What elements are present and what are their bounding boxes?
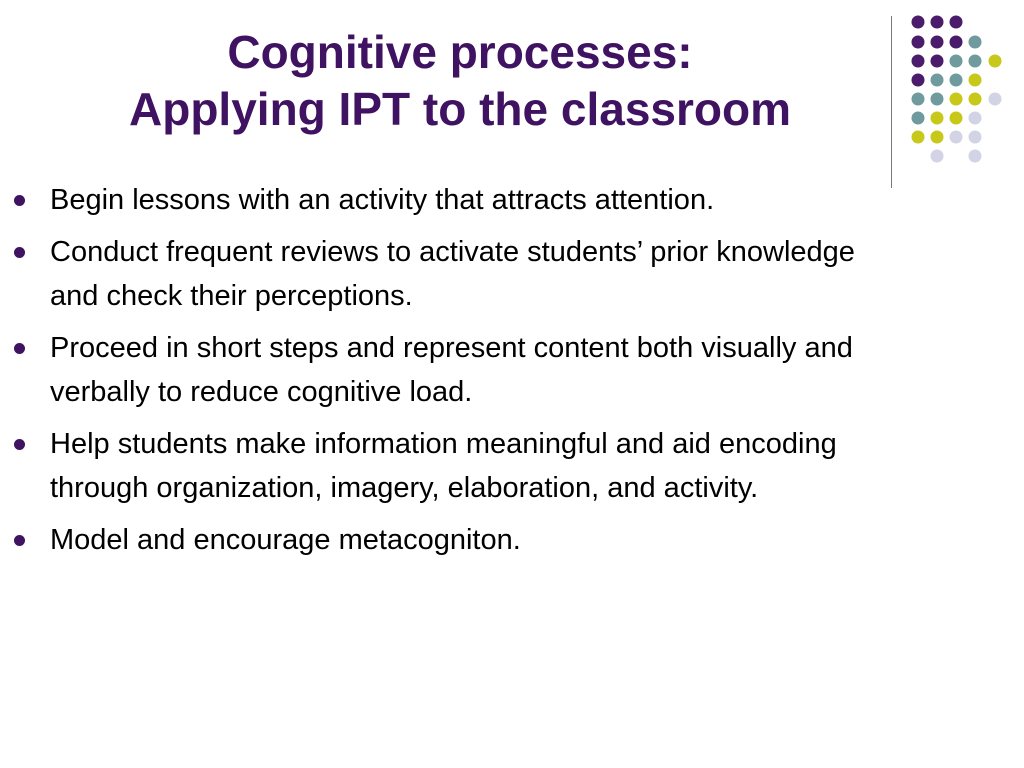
bullet-text: Model and encourage metacogniton. <box>50 524 521 556</box>
decor-dot <box>912 16 925 29</box>
bullet-text: Conduct frequent reviews to activate students’ prior knowledge and check their perceptions. <box>50 236 855 312</box>
decor-dot <box>950 55 963 68</box>
decor-dot <box>969 93 982 106</box>
bullet-item <box>12 326 902 414</box>
decor-dot <box>989 55 1002 68</box>
decor-dot <box>931 74 944 87</box>
slide-title-line-2: Applying IPT to the classroom <box>129 83 791 135</box>
decor-dot <box>912 36 925 49</box>
decor-dot <box>969 150 982 163</box>
bullet-dot-icon <box>14 535 25 546</box>
bullet-text: Help students make information meaningful and aid encoding through organization, imagery, elaboration, and activity. <box>50 428 837 504</box>
decor-dot <box>931 150 944 163</box>
decor-dot <box>931 131 944 144</box>
bullet-dot-icon <box>14 247 25 258</box>
bullet-item <box>12 518 902 562</box>
bullet-item <box>12 422 902 510</box>
bullet-text: Begin lessons with an activity that attracts attention. <box>50 184 715 216</box>
decor-dot <box>950 36 963 49</box>
bullet-dot-icon <box>14 195 25 206</box>
decor-dot <box>969 112 982 125</box>
decor-dot <box>969 55 982 68</box>
decor-dot <box>950 112 963 125</box>
decor-dot <box>912 112 925 125</box>
decor-dot <box>931 36 944 49</box>
decor-dot <box>912 93 925 106</box>
decor-dot <box>950 16 963 29</box>
bullet-item <box>12 178 902 222</box>
bullet-dot-icon <box>14 439 25 450</box>
bullet-list <box>12 178 902 570</box>
decor-dot <box>912 131 925 144</box>
decor-dot <box>931 16 944 29</box>
decor-dot <box>950 131 963 144</box>
corner-dot-pattern <box>0 0 1024 200</box>
decor-dot <box>931 55 944 68</box>
decor-dot <box>950 93 963 106</box>
decor-dot <box>912 55 925 68</box>
decor-dot <box>989 93 1002 106</box>
bullet-text: Proceed in short steps and represent content both visually and verbally to reduce cognitive load. <box>50 332 853 408</box>
decor-dot <box>931 93 944 106</box>
decor-dot <box>969 131 982 144</box>
slide-title-line-1: Cognitive processes: <box>227 26 693 78</box>
decor-dot <box>912 74 925 87</box>
decor-dot <box>931 112 944 125</box>
decor-dot <box>969 36 982 49</box>
decor-dot <box>969 74 982 87</box>
decor-dot <box>950 74 963 87</box>
bullet-item <box>12 230 902 318</box>
bullet-dot-icon <box>14 343 25 354</box>
